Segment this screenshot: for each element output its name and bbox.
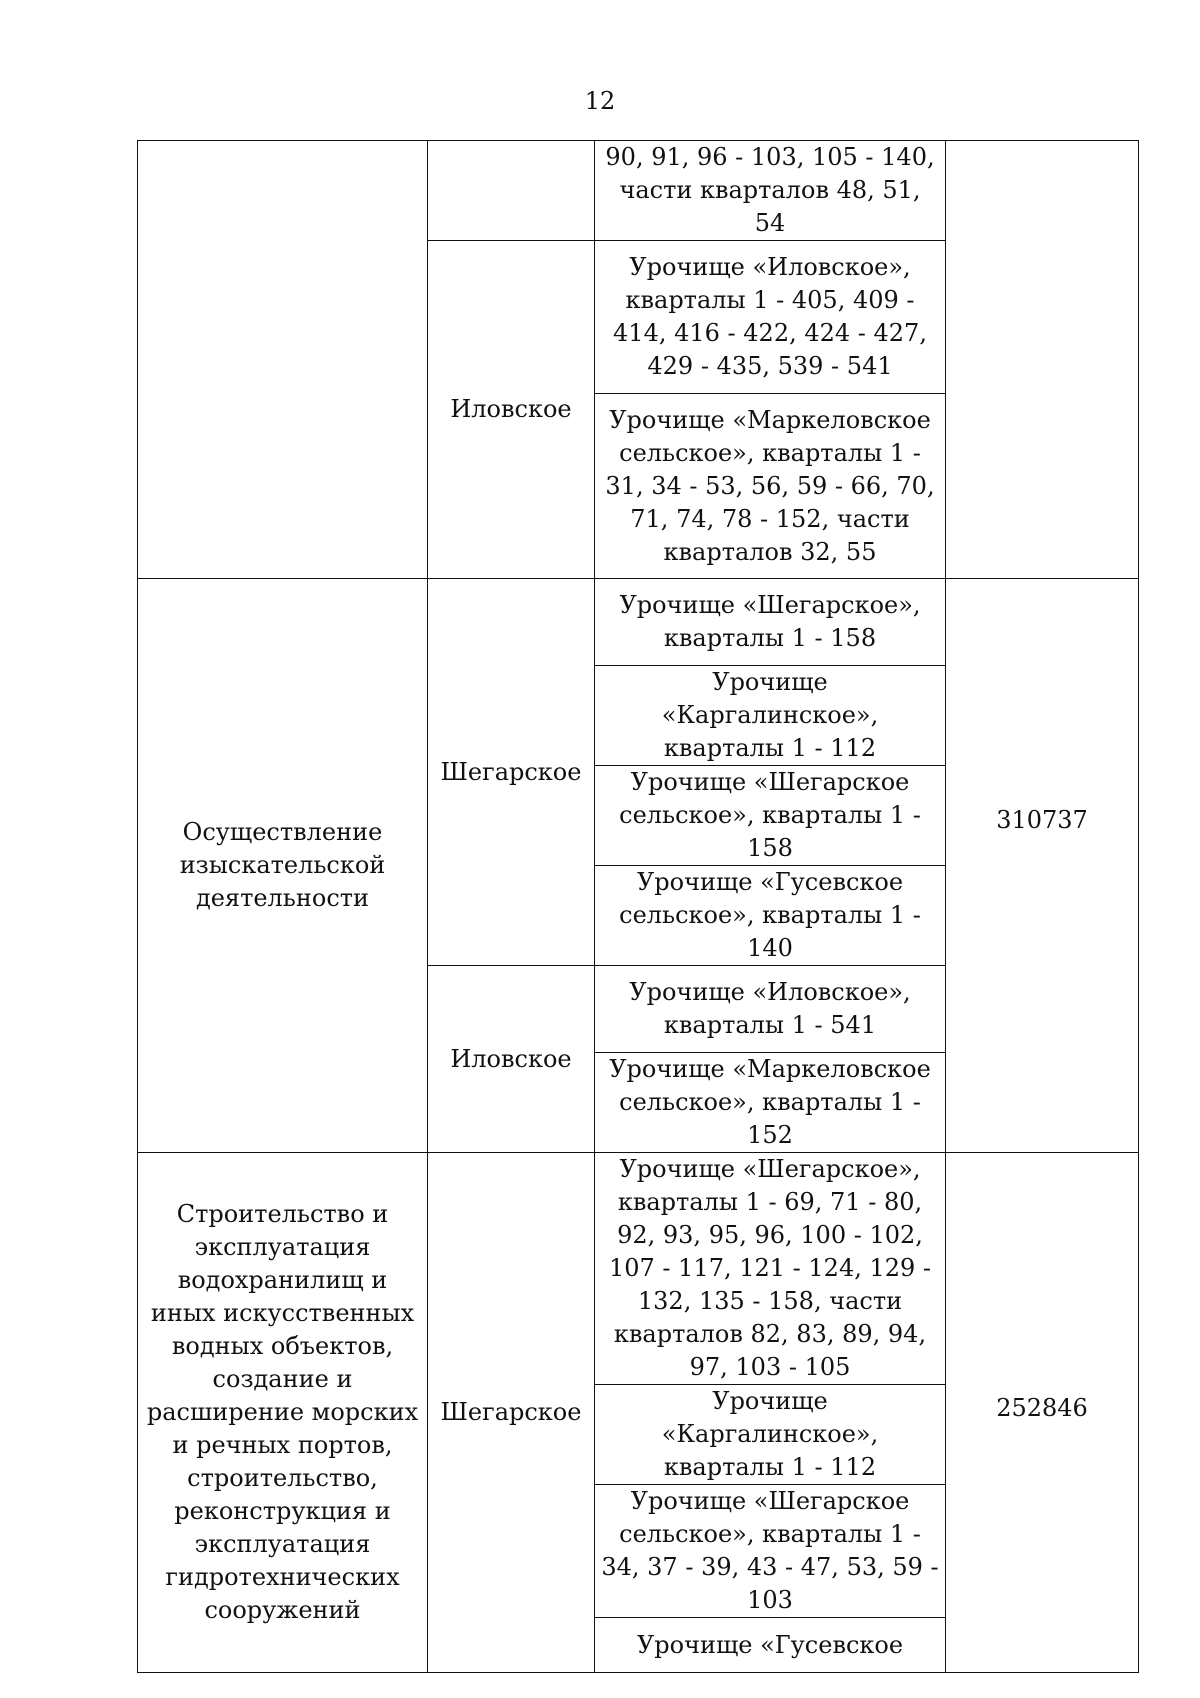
location-cell: Урочище «Иловское», кварталы 1 - 405, 409 - 414, 416 - 422, 424 - 427, 429 - 435, 539 - 541 (595, 241, 946, 394)
location-cell: Урочище «Маркеловское сельское», кварталы 1 - 31, 34 - 53, 56, 59 - 66, 70, 71, 74, 78 - 152, части кварталов 32, 55 (595, 394, 946, 579)
forestry-cell: Иловское (428, 966, 595, 1153)
location-cell: Урочище «Каргалинское», кварталы 1 - 112 (595, 666, 946, 766)
location-cell: Урочище «Шегарское», кварталы 1 - 158 (595, 579, 946, 666)
area-cell (946, 579, 1139, 1153)
purpose-cell: Строительство и эксплуатация водохранилищ и иных искусственных водных объектов, создание и расширение морских и речных портов, строительство, реконструкция и эксплуатация гидротехнических сооружений (138, 1153, 428, 1673)
purpose-cell-empty (138, 141, 428, 579)
location-cell: Урочище «Гусевское сельское», кварталы 1 - 140 (595, 866, 946, 966)
forestry-cell: Шегарское (428, 1153, 595, 1673)
location-cell: Урочище «Каргалинское», кварталы 1 - 112 (595, 1385, 946, 1485)
location-cell: Урочище «Шегарское сельское», кварталы 1 - 158 (595, 766, 946, 866)
location-cell: Урочище «Маркеловское сельское», кварталы 1 - 152 (595, 1053, 946, 1153)
location-cell: 90, 91, 96 - 103, 105 - 140, части кварталов 48, 51, 54 (595, 141, 946, 241)
forestry-cell: Шегарское (428, 579, 595, 966)
area-value: 310737 (996, 805, 1088, 834)
table-row (138, 141, 1139, 241)
forestry-cell-empty (428, 141, 595, 241)
table-row (138, 579, 1139, 666)
table-row (138, 1153, 1139, 1385)
page-number: 12 (584, 87, 616, 115)
location-cell: Урочище «Шегарское», кварталы 1 - 69, 71 - 80, 92, 93, 95, 96, 100 - 102, 107 - 117, 121 - 124, 129 - 132, 135 - 158, части кварталов 82, 83, 89, 94, 97, 103 - 105 (595, 1153, 946, 1385)
forestry-usage-table (137, 140, 1139, 1673)
location-cell: Урочище «Иловское», кварталы 1 - 541 (595, 966, 946, 1053)
forestry-cell: Иловское (428, 241, 595, 579)
purpose-cell: Осуществление изыскательской деятельности (138, 579, 428, 1153)
location-cell: Урочище «Гусевское (595, 1618, 946, 1673)
location-cell: Урочище «Шегарское сельское», кварталы 1 - 34, 37 - 39, 43 - 47, 53, 59 - 103 (595, 1485, 946, 1618)
area-cell (946, 1153, 1139, 1673)
area-cell-empty (946, 141, 1139, 579)
area-value: 252846 (996, 1394, 1088, 1422)
